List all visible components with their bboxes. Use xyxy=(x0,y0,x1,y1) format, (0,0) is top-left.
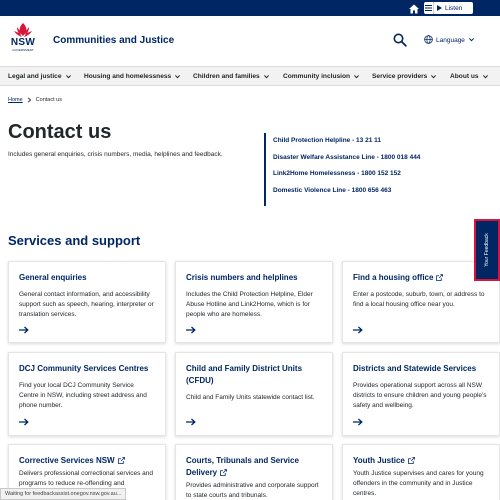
card-title-text: Child and Family District Units (CFDU) xyxy=(186,364,303,385)
arrow-right-icon[interactable] xyxy=(19,326,29,334)
nav-item-label: Children and families xyxy=(193,73,260,80)
card-title-text: Find a housing office xyxy=(353,273,434,282)
logo-wordmark: NSW xyxy=(10,37,36,48)
quick-link-link2home[interactable]: Link2Home Homelessness - 1800 152 152 xyxy=(273,170,401,177)
card-description: Delivers professional correctional services and programs to reduce re-offending and xyxy=(19,470,154,487)
chevron-down-icon xyxy=(482,73,489,80)
services-heading: Services and support xyxy=(8,233,141,248)
card-dcj-community-services[interactable] xyxy=(8,352,166,436)
breadcrumb-current: Contact us xyxy=(35,97,62,103)
chevron-down-icon xyxy=(65,73,72,80)
arrow-right-icon[interactable] xyxy=(353,326,363,334)
card-districts-statewide-services[interactable] xyxy=(342,352,500,436)
arrow-right-icon[interactable] xyxy=(186,418,196,426)
card-child-family-district-units[interactable] xyxy=(175,352,333,436)
breadcrumb-home-link[interactable]: Home xyxy=(8,97,23,103)
feedback-tab[interactable] xyxy=(474,219,500,281)
nav-item-about-us[interactable] xyxy=(450,67,489,86)
card-description: Child and Family Units statewide contact list. xyxy=(186,394,315,401)
quick-link-domestic-violence[interactable]: Domestic Violence Line - 1800 656 463 xyxy=(273,186,392,194)
card-description: Includes the Child Protection Helpline, Elder Abuse Hotline and Link2Home, which is for people who are homeless. xyxy=(186,291,313,318)
card-description: Provides operational support across all NSW districts to ensure children and young people's safety and wellbeing. xyxy=(353,382,487,409)
card-courts-tribunals[interactable] xyxy=(175,444,333,500)
nav-item-housing-and-homelessness[interactable] xyxy=(84,67,181,86)
search-icon[interactable] xyxy=(393,33,407,47)
card-title[interactable] xyxy=(19,272,155,284)
card-general-enquiries[interactable] xyxy=(8,261,166,343)
nav-item-community-inclusion[interactable] xyxy=(283,67,360,86)
chevron-down-icon xyxy=(468,36,475,45)
card-description: Find your local DCJ Community Service Centre in NSW, including street address and phone number. xyxy=(19,382,147,409)
external-link-icon xyxy=(118,457,125,464)
listen-label: Listen xyxy=(445,4,463,12)
nav-item-service-providers[interactable] xyxy=(372,67,437,86)
quick-links-accent-bar xyxy=(264,133,266,206)
nav-item-children-and-families[interactable] xyxy=(193,67,270,86)
card-crisis-numbers[interactable] xyxy=(175,261,333,343)
nav-item-label: Service providers xyxy=(372,73,428,80)
external-link-icon xyxy=(408,457,415,464)
nav-item-label: Housing and homelessness xyxy=(84,73,172,80)
page-intro: Includes general enquiries, crisis numbers, media, helplines and feedback. xyxy=(8,151,223,158)
utility-bar xyxy=(0,0,500,16)
card-title[interactable] xyxy=(353,272,489,284)
card-youth-justice[interactable] xyxy=(342,444,500,500)
card-title-text: Crisis numbers and helplines xyxy=(186,273,298,282)
card-title-text: Youth Justice xyxy=(353,456,405,465)
site-title[interactable]: Communities and Justice xyxy=(53,35,175,46)
card-title[interactable] xyxy=(19,455,155,467)
card-title[interactable] xyxy=(186,455,322,479)
card-title-text: Courts, Tribunals and Service Delivery xyxy=(186,456,299,477)
chevron-right-icon xyxy=(27,97,32,103)
globe-icon xyxy=(424,35,433,46)
chevron-down-icon xyxy=(263,73,270,80)
card-title[interactable] xyxy=(186,272,322,284)
nav-item-label: Legal and justice xyxy=(8,73,62,80)
external-link-icon xyxy=(436,274,443,281)
card-title[interactable] xyxy=(19,363,155,375)
nav-item-label: About us xyxy=(450,73,479,80)
quick-link-disaster-welfare[interactable]: Disaster Welfare Assistance Line - 1800 018 444 xyxy=(273,153,421,161)
language-label: Language xyxy=(436,37,465,44)
card-title-text: Districts and Statewide Services xyxy=(353,364,477,373)
card-description: Enter a postcode, suburb, town, or address to find a local housing office near you. xyxy=(353,291,485,308)
chevron-down-icon xyxy=(353,73,360,80)
card-title[interactable] xyxy=(353,455,489,467)
quick-link-child-protection[interactable]: Child Protection Helpline - 13 21 11 xyxy=(273,137,382,144)
quick-contact-list xyxy=(273,137,420,203)
card-title-text: General enquiries xyxy=(19,273,87,282)
feedback-label: Your Feedback xyxy=(484,233,490,267)
browser-status-bar: Waiting for feedbackassist.onegov.nsw.gov.au... xyxy=(0,488,126,500)
play-icon xyxy=(434,5,444,11)
card-title[interactable] xyxy=(353,363,489,375)
page-title: Contact us xyxy=(8,121,112,143)
card-description: Youth Justice supervises and cares for young offenders in the community and in Justice centres. xyxy=(353,470,484,497)
chevron-down-icon xyxy=(174,73,181,80)
card-description: Provides administrative and corporate support to state courts and tribunals. xyxy=(186,482,319,499)
waratah-icon xyxy=(8,22,38,38)
card-title-text: Corrective Services NSW xyxy=(19,456,115,465)
main-navigation xyxy=(0,66,500,86)
chevron-down-icon xyxy=(430,73,437,80)
site-header xyxy=(0,16,500,66)
arrow-right-icon[interactable] xyxy=(186,326,196,334)
card-title[interactable] xyxy=(186,363,322,387)
nav-item-legal-and-justice[interactable] xyxy=(8,67,72,86)
nav-item-label: Community inclusion xyxy=(283,73,351,80)
menu-icon[interactable] xyxy=(424,2,434,14)
listen-button[interactable] xyxy=(424,2,473,14)
home-icon[interactable] xyxy=(408,2,420,14)
external-link-icon xyxy=(220,469,227,476)
logo-subtext: GOVERNMENT xyxy=(12,48,34,52)
language-selector[interactable] xyxy=(424,35,475,46)
nsw-government-logo[interactable] xyxy=(8,22,38,60)
breadcrumb xyxy=(8,97,62,103)
card-title-text: DCJ Community Services Centres xyxy=(19,364,149,373)
arrow-right-icon[interactable] xyxy=(353,418,363,426)
card-description: General contact information, and accessibility support such as speech, hearing, interpreter or translation services. xyxy=(19,291,154,318)
arrow-right-icon[interactable] xyxy=(19,418,29,426)
